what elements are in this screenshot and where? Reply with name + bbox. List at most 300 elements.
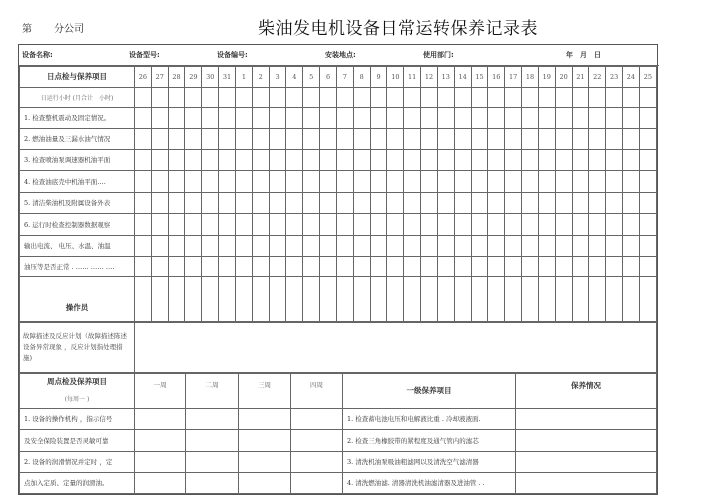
check-cell[interactable] <box>151 107 168 128</box>
operator-cell[interactable] <box>151 276 168 321</box>
check-cell[interactable] <box>421 107 438 128</box>
install-location-field[interactable]: 安装地点: <box>325 50 356 59</box>
operator-cell[interactable] <box>252 276 269 321</box>
check-cell[interactable] <box>168 235 185 256</box>
check-cell[interactable] <box>488 213 505 235</box>
week-cell[interactable] <box>291 472 343 493</box>
check-cell[interactable] <box>572 149 589 170</box>
check-cell[interactable] <box>353 107 370 128</box>
check-cell[interactable] <box>336 235 353 256</box>
check-cell[interactable] <box>387 235 404 256</box>
check-cell[interactable] <box>219 213 236 235</box>
check-cell[interactable] <box>471 192 488 213</box>
date-field[interactable]: 年 月 日 <box>566 50 601 59</box>
check-cell[interactable] <box>421 256 438 276</box>
check-cell[interactable] <box>135 192 152 213</box>
check-cell[interactable] <box>589 107 606 128</box>
check-cell[interactable] <box>538 235 555 256</box>
check-cell[interactable] <box>572 256 589 276</box>
check-cell[interactable] <box>135 170 152 192</box>
check-cell[interactable] <box>235 128 252 149</box>
check-cell[interactable] <box>219 149 236 170</box>
check-cell[interactable] <box>168 107 185 128</box>
check-cell[interactable] <box>353 149 370 170</box>
check-cell[interactable] <box>488 256 505 276</box>
check-cell[interactable] <box>421 128 438 149</box>
check-cell[interactable] <box>505 170 522 192</box>
check-cell[interactable] <box>168 213 185 235</box>
check-cell[interactable] <box>320 235 337 256</box>
check-cell[interactable] <box>202 128 219 149</box>
check-cell[interactable] <box>421 87 438 107</box>
check-cell[interactable] <box>320 128 337 149</box>
check-cell[interactable] <box>471 213 488 235</box>
operator-cell[interactable] <box>404 276 421 321</box>
check-cell[interactable] <box>488 149 505 170</box>
check-cell[interactable] <box>639 87 656 107</box>
check-cell[interactable] <box>505 149 522 170</box>
check-cell[interactable] <box>370 128 387 149</box>
check-cell[interactable] <box>572 87 589 107</box>
check-cell[interactable] <box>252 235 269 256</box>
check-cell[interactable] <box>168 170 185 192</box>
check-cell[interactable] <box>589 213 606 235</box>
check-cell[interactable] <box>538 213 555 235</box>
check-cell[interactable] <box>437 192 454 213</box>
check-cell[interactable] <box>252 128 269 149</box>
check-cell[interactable] <box>505 192 522 213</box>
check-cell[interactable] <box>185 192 202 213</box>
week-cell[interactable] <box>239 408 291 429</box>
check-cell[interactable] <box>538 128 555 149</box>
fault-description-input[interactable] <box>135 322 657 372</box>
check-cell[interactable] <box>135 256 152 276</box>
check-cell[interactable] <box>538 149 555 170</box>
check-cell[interactable] <box>219 170 236 192</box>
check-cell[interactable] <box>336 107 353 128</box>
check-cell[interactable] <box>185 149 202 170</box>
check-cell[interactable] <box>303 192 320 213</box>
maintenance-status-cell[interactable] <box>516 429 657 451</box>
check-cell[interactable] <box>555 107 572 128</box>
check-cell[interactable] <box>353 87 370 107</box>
department-field[interactable]: 使用部门: <box>423 50 454 59</box>
check-cell[interactable] <box>488 128 505 149</box>
check-cell[interactable] <box>421 149 438 170</box>
check-cell[interactable] <box>202 235 219 256</box>
operator-cell[interactable] <box>303 276 320 321</box>
check-cell[interactable] <box>202 192 219 213</box>
week-cell[interactable] <box>186 451 239 472</box>
check-cell[interactable] <box>555 128 572 149</box>
check-cell[interactable] <box>303 170 320 192</box>
operator-cell[interactable] <box>168 276 185 321</box>
check-cell[interactable] <box>606 235 623 256</box>
check-cell[interactable] <box>303 149 320 170</box>
operator-cell[interactable] <box>471 276 488 321</box>
check-cell[interactable] <box>320 256 337 276</box>
check-cell[interactable] <box>606 87 623 107</box>
equipment-number-field[interactable]: 设备编号: <box>217 50 248 59</box>
check-cell[interactable] <box>454 256 471 276</box>
week-cell[interactable] <box>291 429 343 451</box>
check-cell[interactable] <box>387 170 404 192</box>
check-cell[interactable] <box>522 107 539 128</box>
check-cell[interactable] <box>572 170 589 192</box>
check-cell[interactable] <box>286 170 303 192</box>
check-cell[interactable] <box>320 213 337 235</box>
check-cell[interactable] <box>538 256 555 276</box>
week-cell[interactable] <box>239 472 291 493</box>
check-cell[interactable] <box>606 149 623 170</box>
check-cell[interactable] <box>437 235 454 256</box>
check-cell[interactable] <box>387 87 404 107</box>
check-cell[interactable] <box>269 213 286 235</box>
check-cell[interactable] <box>252 107 269 128</box>
check-cell[interactable] <box>522 87 539 107</box>
check-cell[interactable] <box>219 192 236 213</box>
check-cell[interactable] <box>370 256 387 276</box>
check-cell[interactable] <box>589 128 606 149</box>
check-cell[interactable] <box>454 87 471 107</box>
check-cell[interactable] <box>572 128 589 149</box>
operator-cell[interactable] <box>437 276 454 321</box>
check-cell[interactable] <box>606 256 623 276</box>
operator-cell[interactable] <box>488 276 505 321</box>
check-cell[interactable] <box>269 256 286 276</box>
check-cell[interactable] <box>219 235 236 256</box>
check-cell[interactable] <box>387 213 404 235</box>
check-cell[interactable] <box>505 107 522 128</box>
check-cell[interactable] <box>522 170 539 192</box>
check-cell[interactable] <box>505 256 522 276</box>
check-cell[interactable] <box>269 128 286 149</box>
check-cell[interactable] <box>404 87 421 107</box>
check-cell[interactable] <box>522 256 539 276</box>
check-cell[interactable] <box>286 149 303 170</box>
check-cell[interactable] <box>454 107 471 128</box>
check-cell[interactable] <box>303 107 320 128</box>
check-cell[interactable] <box>303 235 320 256</box>
check-cell[interactable] <box>639 235 656 256</box>
check-cell[interactable] <box>135 235 152 256</box>
check-cell[interactable] <box>370 235 387 256</box>
check-cell[interactable] <box>454 213 471 235</box>
check-cell[interactable] <box>353 213 370 235</box>
check-cell[interactable] <box>219 128 236 149</box>
check-cell[interactable] <box>471 149 488 170</box>
check-cell[interactable] <box>219 87 236 107</box>
operator-cell[interactable] <box>538 276 555 321</box>
check-cell[interactable] <box>353 235 370 256</box>
check-cell[interactable] <box>555 256 572 276</box>
operator-cell[interactable] <box>555 276 572 321</box>
check-cell[interactable] <box>168 87 185 107</box>
check-cell[interactable] <box>252 256 269 276</box>
check-cell[interactable] <box>555 235 572 256</box>
check-cell[interactable] <box>235 235 252 256</box>
operator-cell[interactable] <box>185 276 202 321</box>
check-cell[interactable] <box>252 87 269 107</box>
check-cell[interactable] <box>437 107 454 128</box>
check-cell[interactable] <box>185 107 202 128</box>
operator-cell[interactable] <box>336 276 353 321</box>
operator-cell[interactable] <box>454 276 471 321</box>
check-cell[interactable] <box>269 149 286 170</box>
check-cell[interactable] <box>185 170 202 192</box>
check-cell[interactable] <box>252 192 269 213</box>
check-cell[interactable] <box>471 107 488 128</box>
check-cell[interactable] <box>454 170 471 192</box>
check-cell[interactable] <box>538 87 555 107</box>
check-cell[interactable] <box>589 87 606 107</box>
check-cell[interactable] <box>151 213 168 235</box>
operator-cell[interactable] <box>639 276 656 321</box>
check-cell[interactable] <box>387 256 404 276</box>
check-cell[interactable] <box>623 107 640 128</box>
check-cell[interactable] <box>488 107 505 128</box>
check-cell[interactable] <box>572 213 589 235</box>
check-cell[interactable] <box>421 213 438 235</box>
check-cell[interactable] <box>151 192 168 213</box>
check-cell[interactable] <box>522 235 539 256</box>
check-cell[interactable] <box>555 192 572 213</box>
check-cell[interactable] <box>404 213 421 235</box>
check-cell[interactable] <box>303 87 320 107</box>
check-cell[interactable] <box>404 128 421 149</box>
check-cell[interactable] <box>606 170 623 192</box>
check-cell[interactable] <box>522 149 539 170</box>
check-cell[interactable] <box>538 192 555 213</box>
check-cell[interactable] <box>437 149 454 170</box>
operator-cell[interactable] <box>353 276 370 321</box>
check-cell[interactable] <box>286 213 303 235</box>
check-cell[interactable] <box>421 170 438 192</box>
check-cell[interactable] <box>606 192 623 213</box>
check-cell[interactable] <box>572 107 589 128</box>
check-cell[interactable] <box>320 107 337 128</box>
check-cell[interactable] <box>639 128 656 149</box>
check-cell[interactable] <box>168 256 185 276</box>
check-cell[interactable] <box>623 213 640 235</box>
check-cell[interactable] <box>623 149 640 170</box>
check-cell[interactable] <box>286 256 303 276</box>
check-cell[interactable] <box>320 170 337 192</box>
check-cell[interactable] <box>623 87 640 107</box>
check-cell[interactable] <box>336 213 353 235</box>
check-cell[interactable] <box>168 149 185 170</box>
check-cell[interactable] <box>303 128 320 149</box>
check-cell[interactable] <box>387 128 404 149</box>
check-cell[interactable] <box>235 192 252 213</box>
check-cell[interactable] <box>639 107 656 128</box>
check-cell[interactable] <box>151 128 168 149</box>
check-cell[interactable] <box>538 107 555 128</box>
check-cell[interactable] <box>320 87 337 107</box>
week-cell[interactable] <box>291 408 343 429</box>
check-cell[interactable] <box>135 213 152 235</box>
week-cell[interactable] <box>135 451 186 472</box>
check-cell[interactable] <box>606 128 623 149</box>
check-cell[interactable] <box>538 170 555 192</box>
operator-cell[interactable] <box>286 276 303 321</box>
check-cell[interactable] <box>370 170 387 192</box>
check-cell[interactable] <box>454 192 471 213</box>
check-cell[interactable] <box>437 87 454 107</box>
check-cell[interactable] <box>235 149 252 170</box>
check-cell[interactable] <box>336 256 353 276</box>
equipment-model-field[interactable]: 设备型号: <box>129 50 160 59</box>
operator-cell[interactable] <box>505 276 522 321</box>
equipment-name-field[interactable]: 设备名称: <box>22 50 53 59</box>
check-cell[interactable] <box>303 256 320 276</box>
operator-cell[interactable] <box>135 276 152 321</box>
operator-cell[interactable] <box>589 276 606 321</box>
check-cell[interactable] <box>522 213 539 235</box>
check-cell[interactable] <box>488 235 505 256</box>
week-cell[interactable] <box>239 451 291 472</box>
check-cell[interactable] <box>421 235 438 256</box>
week-cell[interactable] <box>186 472 239 493</box>
check-cell[interactable] <box>151 87 168 107</box>
week-cell[interactable] <box>186 408 239 429</box>
check-cell[interactable] <box>387 107 404 128</box>
check-cell[interactable] <box>471 128 488 149</box>
check-cell[interactable] <box>135 107 152 128</box>
check-cell[interactable] <box>639 192 656 213</box>
check-cell[interactable] <box>454 128 471 149</box>
check-cell[interactable] <box>370 149 387 170</box>
check-cell[interactable] <box>639 170 656 192</box>
operator-cell[interactable] <box>421 276 438 321</box>
check-cell[interactable] <box>623 235 640 256</box>
check-cell[interactable] <box>589 235 606 256</box>
check-cell[interactable] <box>471 235 488 256</box>
operator-cell[interactable] <box>522 276 539 321</box>
check-cell[interactable] <box>454 149 471 170</box>
check-cell[interactable] <box>185 87 202 107</box>
check-cell[interactable] <box>488 192 505 213</box>
check-cell[interactable] <box>505 128 522 149</box>
check-cell[interactable] <box>286 192 303 213</box>
check-cell[interactable] <box>151 149 168 170</box>
check-cell[interactable] <box>639 213 656 235</box>
check-cell[interactable] <box>135 128 152 149</box>
maintenance-status-cell[interactable] <box>516 408 657 429</box>
operator-cell[interactable] <box>370 276 387 321</box>
check-cell[interactable] <box>572 192 589 213</box>
check-cell[interactable] <box>589 192 606 213</box>
check-cell[interactable] <box>202 107 219 128</box>
maintenance-status-cell[interactable] <box>516 472 657 493</box>
check-cell[interactable] <box>623 170 640 192</box>
check-cell[interactable] <box>336 87 353 107</box>
check-cell[interactable] <box>202 87 219 107</box>
check-cell[interactable] <box>606 107 623 128</box>
operator-cell[interactable] <box>606 276 623 321</box>
check-cell[interactable] <box>336 192 353 213</box>
check-cell[interactable] <box>269 107 286 128</box>
check-cell[interactable] <box>370 107 387 128</box>
check-cell[interactable] <box>606 213 623 235</box>
check-cell[interactable] <box>471 87 488 107</box>
check-cell[interactable] <box>202 170 219 192</box>
check-cell[interactable] <box>235 213 252 235</box>
week-cell[interactable] <box>291 451 343 472</box>
check-cell[interactable] <box>370 192 387 213</box>
check-cell[interactable] <box>522 192 539 213</box>
check-cell[interactable] <box>353 170 370 192</box>
check-cell[interactable] <box>437 170 454 192</box>
check-cell[interactable] <box>185 213 202 235</box>
check-cell[interactable] <box>505 213 522 235</box>
check-cell[interactable] <box>370 87 387 107</box>
check-cell[interactable] <box>505 235 522 256</box>
check-cell[interactable] <box>437 256 454 276</box>
operator-cell[interactable] <box>219 276 236 321</box>
check-cell[interactable] <box>471 170 488 192</box>
check-cell[interactable] <box>202 149 219 170</box>
check-cell[interactable] <box>269 87 286 107</box>
week-cell[interactable] <box>135 429 186 451</box>
check-cell[interactable] <box>505 87 522 107</box>
check-cell[interactable] <box>404 107 421 128</box>
check-cell[interactable] <box>336 149 353 170</box>
operator-cell[interactable] <box>572 276 589 321</box>
check-cell[interactable] <box>404 170 421 192</box>
check-cell[interactable] <box>135 87 152 107</box>
check-cell[interactable] <box>589 170 606 192</box>
check-cell[interactable] <box>235 256 252 276</box>
check-cell[interactable] <box>437 213 454 235</box>
check-cell[interactable] <box>135 149 152 170</box>
check-cell[interactable] <box>404 256 421 276</box>
check-cell[interactable] <box>286 87 303 107</box>
check-cell[interactable] <box>639 149 656 170</box>
check-cell[interactable] <box>185 235 202 256</box>
check-cell[interactable] <box>404 235 421 256</box>
check-cell[interactable] <box>555 87 572 107</box>
check-cell[interactable] <box>320 149 337 170</box>
check-cell[interactable] <box>437 128 454 149</box>
check-cell[interactable] <box>471 256 488 276</box>
check-cell[interactable] <box>623 256 640 276</box>
check-cell[interactable] <box>421 192 438 213</box>
check-cell[interactable] <box>370 213 387 235</box>
operator-cell[interactable] <box>387 276 404 321</box>
check-cell[interactable] <box>168 128 185 149</box>
check-cell[interactable] <box>269 235 286 256</box>
check-cell[interactable] <box>623 192 640 213</box>
check-cell[interactable] <box>219 256 236 276</box>
check-cell[interactable] <box>151 170 168 192</box>
check-cell[interactable] <box>168 192 185 213</box>
check-cell[interactable] <box>151 256 168 276</box>
week-cell[interactable] <box>239 429 291 451</box>
check-cell[interactable] <box>303 213 320 235</box>
check-cell[interactable] <box>252 149 269 170</box>
check-cell[interactable] <box>219 107 236 128</box>
check-cell[interactable] <box>522 128 539 149</box>
operator-cell[interactable] <box>202 276 219 321</box>
maintenance-status-cell[interactable] <box>516 451 657 472</box>
operator-cell[interactable] <box>235 276 252 321</box>
week-cell[interactable] <box>186 429 239 451</box>
check-cell[interactable] <box>286 128 303 149</box>
check-cell[interactable] <box>235 170 252 192</box>
check-cell[interactable] <box>353 256 370 276</box>
week-cell[interactable] <box>135 408 186 429</box>
